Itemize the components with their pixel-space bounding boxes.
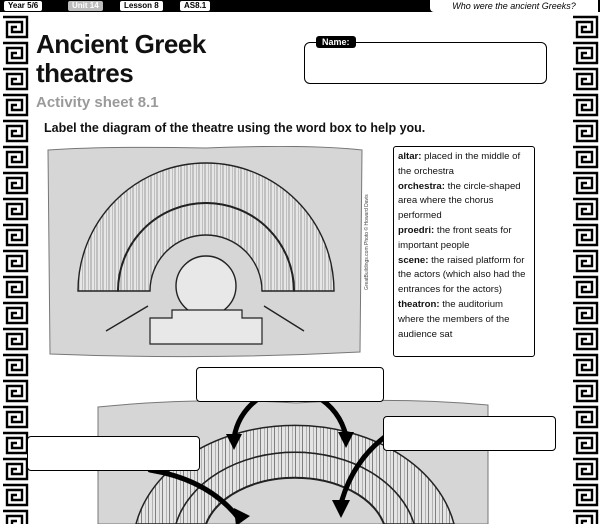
term-proedri: proedri: <box>398 224 435 236</box>
photo-credit: GreatBuildings.com Photo © Howard Davis <box>364 194 370 290</box>
term-theatron: theatron: <box>398 298 440 310</box>
tag-year: Year 5/6 <box>4 1 42 11</box>
tag-unit: Unit 14 <box>68 1 103 11</box>
label-box-left[interactable] <box>27 436 200 471</box>
definition-altar: placed in the middle of the orchestra <box>398 151 521 177</box>
instruction-text: Label the diagram of the theatre using the word box to help you. <box>44 121 426 135</box>
label-box-top[interactable] <box>196 367 384 402</box>
tag-sheet: AS8.1 <box>180 1 210 11</box>
name-label: Name: <box>316 36 356 48</box>
definition-theatron: the auditorium where the members of the audience sat <box>398 298 510 340</box>
term-orchestra: orchestra: <box>398 180 445 192</box>
definition-orchestra: the circle-shaped area where the chorus performed <box>398 180 521 222</box>
activity-subtitle: Activity sheet 8.1 <box>36 94 159 111</box>
label-box-right[interactable] <box>383 416 556 451</box>
header-topic: Who were the ancient Greeks? <box>430 0 598 12</box>
term-altar: altar: <box>398 151 422 162</box>
definition-proedri: the front seats for important people <box>398 224 512 251</box>
term-scene: scene: <box>398 254 429 266</box>
definition-scene: the raised platform for the actors (which also had the entrances for the actors) <box>398 254 526 296</box>
tag-lesson: Lesson 8 <box>120 1 163 11</box>
page-title: Ancient Greek theatres <box>36 29 206 88</box>
